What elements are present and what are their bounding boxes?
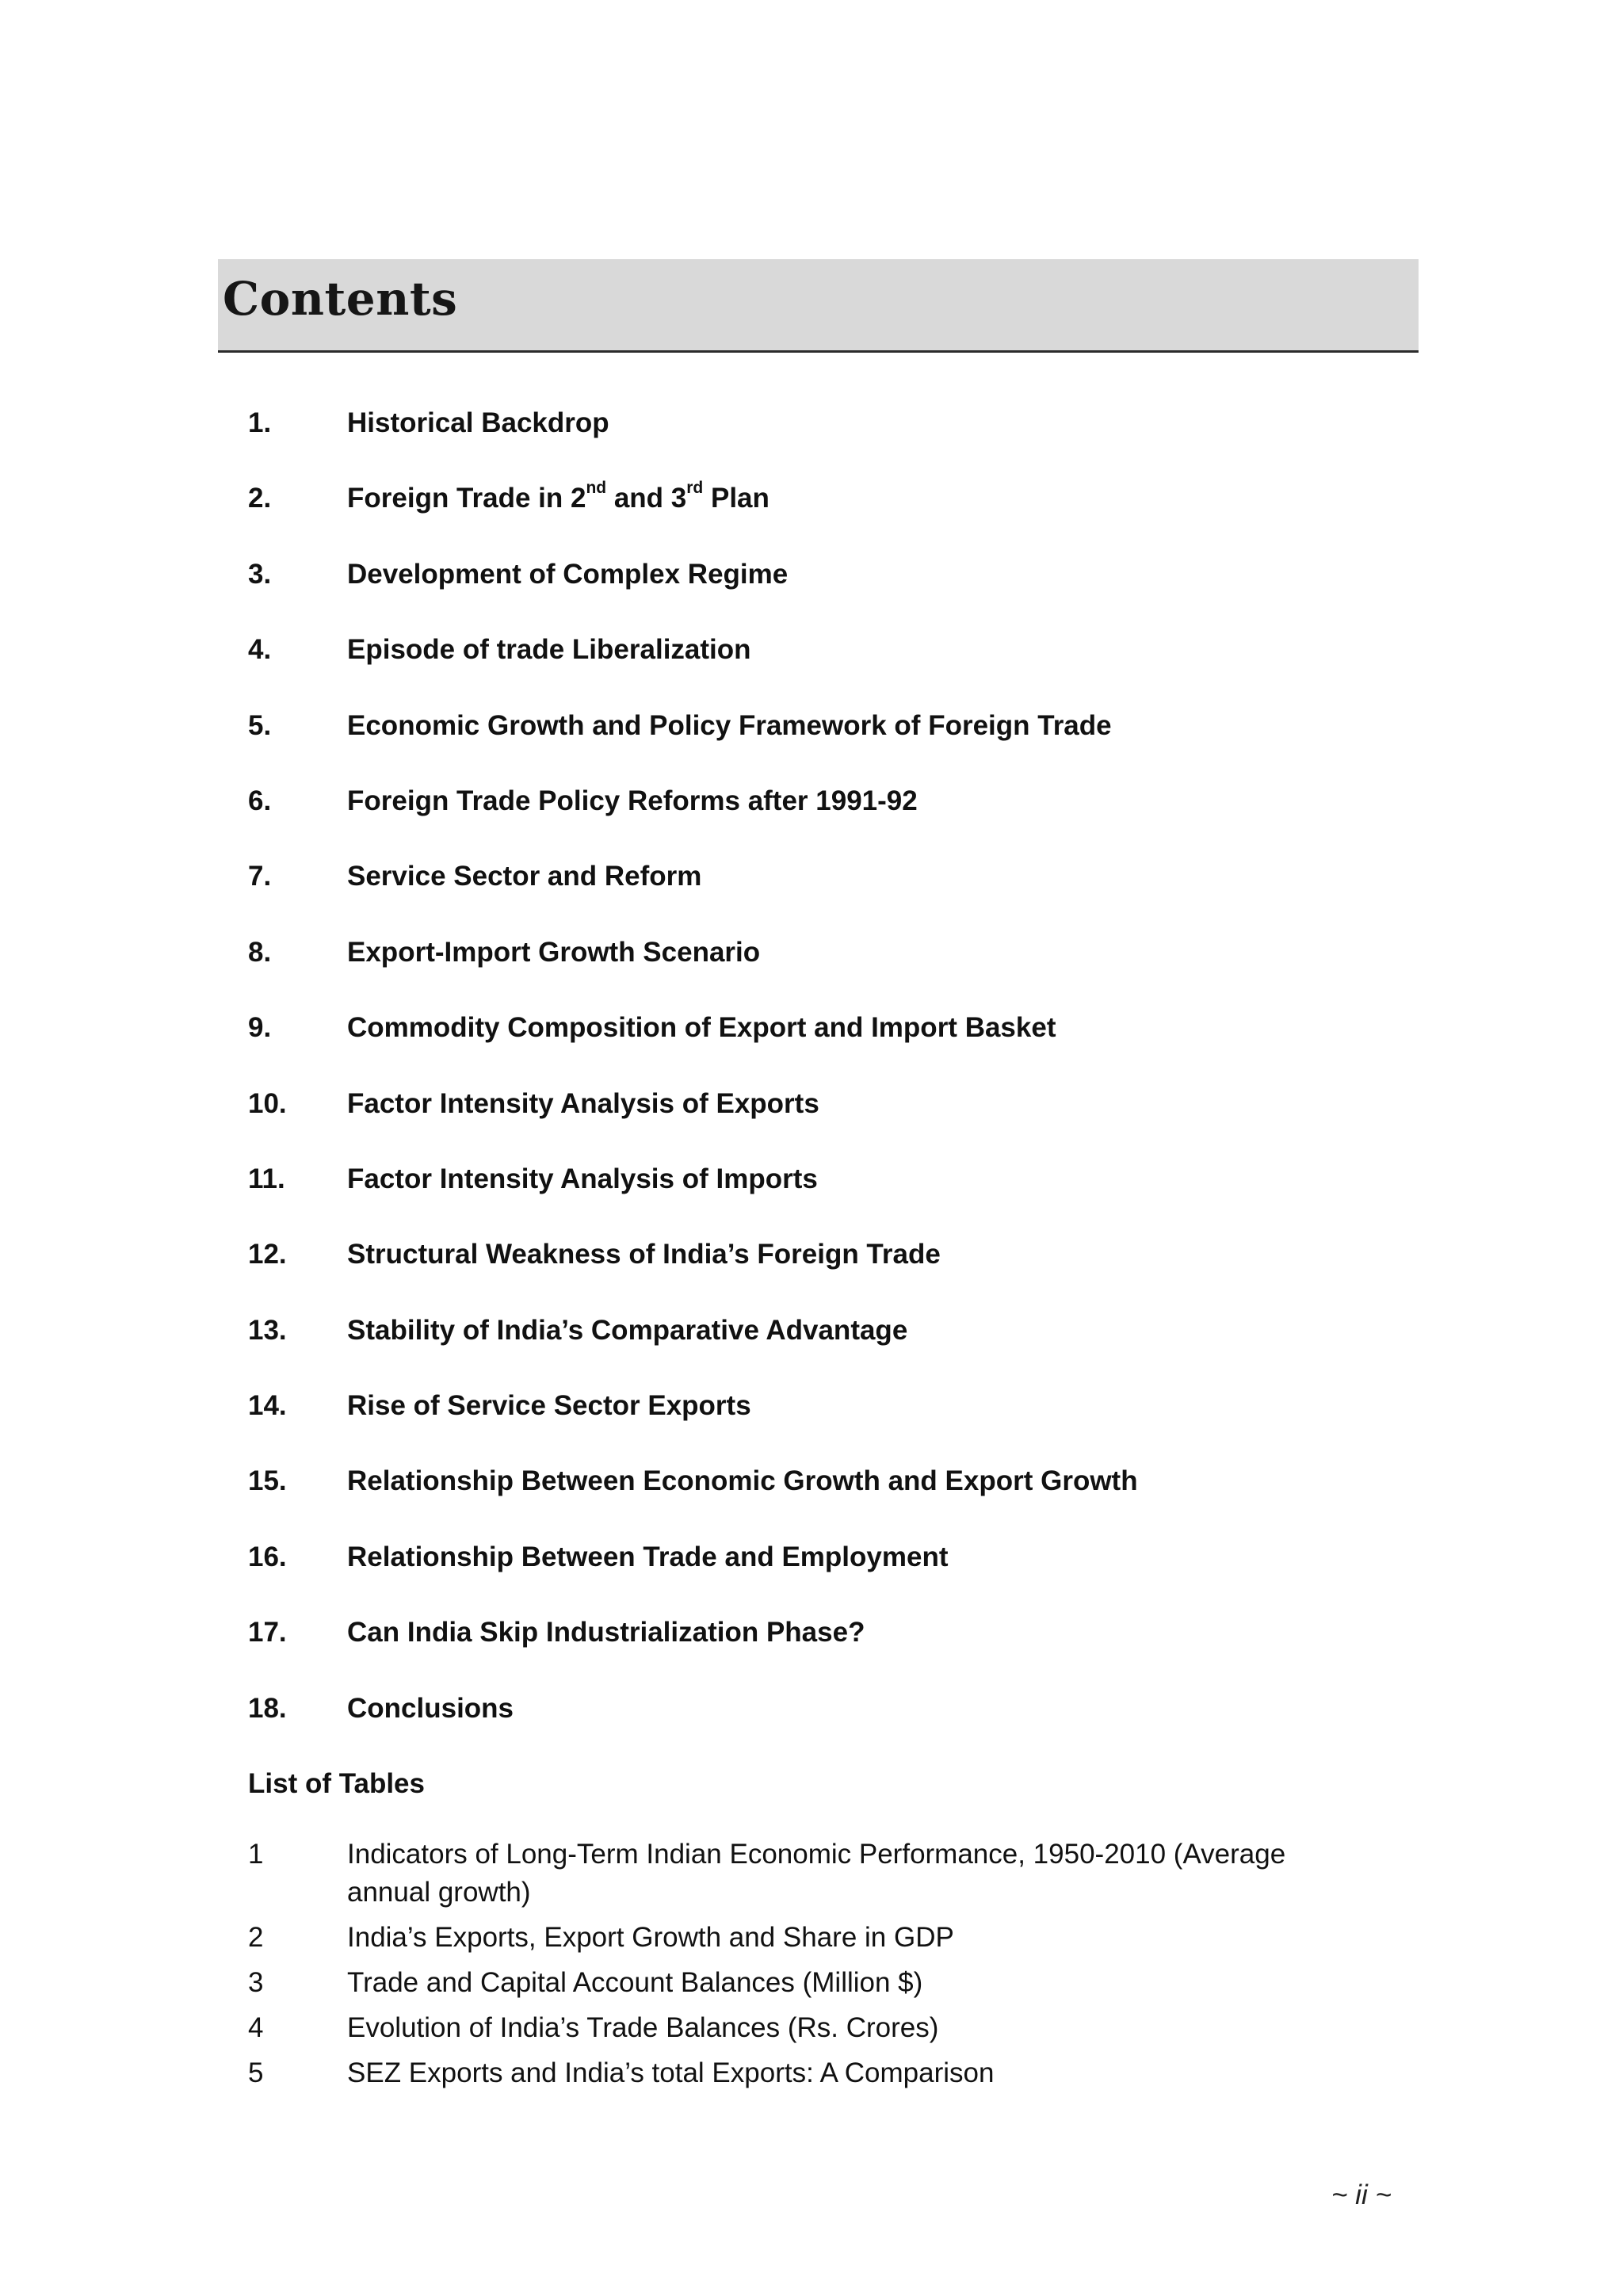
toc-entry-title: Relationship Between Trade and Employment xyxy=(347,1541,949,1572)
toc-entry-number: 16. xyxy=(248,1541,287,1572)
toc-entry-title: Foreign Trade Policy Reforms after 1991-92 xyxy=(347,785,918,816)
table-list-number: 5 xyxy=(248,2057,264,2088)
contents-heading-band xyxy=(218,259,1419,353)
toc-entry-number: 5. xyxy=(248,709,272,741)
toc-entry-number: 18. xyxy=(248,1692,287,1724)
toc-entry-number: 14. xyxy=(248,1390,287,1422)
toc-entry xyxy=(248,551,1421,626)
toc-entry-title: Export-Import Growth Scenario xyxy=(347,936,761,968)
toc-entry xyxy=(248,626,1421,701)
table-list-item xyxy=(248,1919,1373,1957)
toc-entry xyxy=(248,1382,1421,1457)
toc-entry-number: 6. xyxy=(248,785,272,816)
table-list-title: Evolution of India’s Trade Balances (Rs. Crores) xyxy=(347,2012,939,2043)
ordinal-superscript: nd xyxy=(586,478,607,497)
table-of-contents xyxy=(248,399,1421,1760)
contents-heading: Contents xyxy=(223,272,458,326)
toc-entry-number: 2. xyxy=(248,483,272,514)
ordinal-superscript: rd xyxy=(686,478,704,497)
toc-entry-number: 3. xyxy=(248,558,272,590)
table-list-number: 4 xyxy=(248,2012,264,2043)
toc-entry xyxy=(248,1156,1421,1231)
toc-entry-title: Commodity Composition of Export and Import Basket xyxy=(347,1012,1056,1044)
toc-entry-number: 7. xyxy=(248,861,272,892)
table-list-title: Indicators of Long-Term Indian Economic Performance, 1950-2010 (Average annual growth) xyxy=(347,1839,1286,1908)
toc-entry-number: 15. xyxy=(248,1465,287,1497)
table-list-number: 1 xyxy=(248,1839,264,1870)
toc-entry-title: Structural Weakness of India’s Foreign Trade xyxy=(347,1239,941,1270)
toc-entry xyxy=(248,1231,1421,1306)
table-list-item xyxy=(248,1964,1373,2002)
toc-entry-title: Factor Intensity Analysis of Exports xyxy=(347,1087,819,1119)
list-of-tables xyxy=(248,1836,1373,2099)
table-list-item xyxy=(248,1836,1373,1912)
toc-entry-title: Service Sector and Reform xyxy=(347,861,702,892)
toc-entry xyxy=(248,399,1421,475)
toc-entry-number: 11. xyxy=(248,1163,285,1194)
toc-entry xyxy=(248,929,1421,1004)
toc-entry xyxy=(248,777,1421,853)
toc-title-text: Plan xyxy=(703,483,769,514)
toc-title-text: Foreign Trade in 2 xyxy=(347,483,586,514)
toc-entry xyxy=(248,1685,1421,1760)
toc-entry-title: Economic Growth and Policy Framework of Foreign Trade xyxy=(347,709,1112,741)
toc-entry xyxy=(248,1534,1421,1609)
list-of-tables-heading: List of Tables xyxy=(248,1768,425,1799)
toc-entry-number: 8. xyxy=(248,936,272,968)
table-list-item xyxy=(248,2009,1373,2047)
toc-entry-title: Historical Backdrop xyxy=(347,407,609,438)
page-number: ~ ii ~ xyxy=(1331,2179,1392,2210)
toc-entry-title: Conclusions xyxy=(347,1692,514,1724)
toc-entry-number: 17. xyxy=(248,1617,287,1648)
toc-entry xyxy=(248,1004,1421,1079)
table-list-title: Trade and Capital Account Balances (Million $) xyxy=(347,1967,923,1998)
toc-entry-title: Factor Intensity Analysis of Imports xyxy=(347,1163,818,1194)
toc-entry xyxy=(248,475,1421,550)
toc-entry xyxy=(248,1609,1421,1684)
toc-entry-title: Rise of Service Sector Exports xyxy=(347,1390,751,1422)
toc-entry-number: 10. xyxy=(248,1087,287,1119)
table-list-number: 2 xyxy=(248,1922,264,1953)
toc-entry-number: 13. xyxy=(248,1314,287,1346)
toc-entry-number: 9. xyxy=(248,1012,272,1044)
table-list-number: 3 xyxy=(248,1967,264,1998)
table-list-item xyxy=(248,2054,1373,2092)
toc-entry-title: Relationship Between Economic Growth and Export Growth xyxy=(347,1465,1138,1497)
toc-title-text: and 3 xyxy=(606,483,687,514)
toc-entry-title: Episode of trade Liberalization xyxy=(347,634,751,666)
toc-entry-number: 12. xyxy=(248,1239,287,1270)
toc-entry-title: Can India Skip Industrialization Phase? xyxy=(347,1617,865,1648)
table-list-title: India’s Exports, Export Growth and Share in GDP xyxy=(347,1922,954,1953)
table-list-title: SEZ Exports and India’s total Exports: A Comparison xyxy=(347,2057,995,2088)
toc-entry xyxy=(248,853,1421,928)
toc-entry-title xyxy=(347,475,769,522)
toc-entry-title: Stability of India’s Comparative Advantage xyxy=(347,1314,908,1346)
toc-entry xyxy=(248,1307,1421,1382)
toc-entry xyxy=(248,1080,1421,1156)
toc-entry-title: Development of Complex Regime xyxy=(347,558,789,590)
toc-entry xyxy=(248,702,1421,777)
toc-entry-number: 1. xyxy=(248,407,272,438)
toc-entry-number: 4. xyxy=(248,634,272,666)
toc-entry xyxy=(248,1457,1421,1533)
